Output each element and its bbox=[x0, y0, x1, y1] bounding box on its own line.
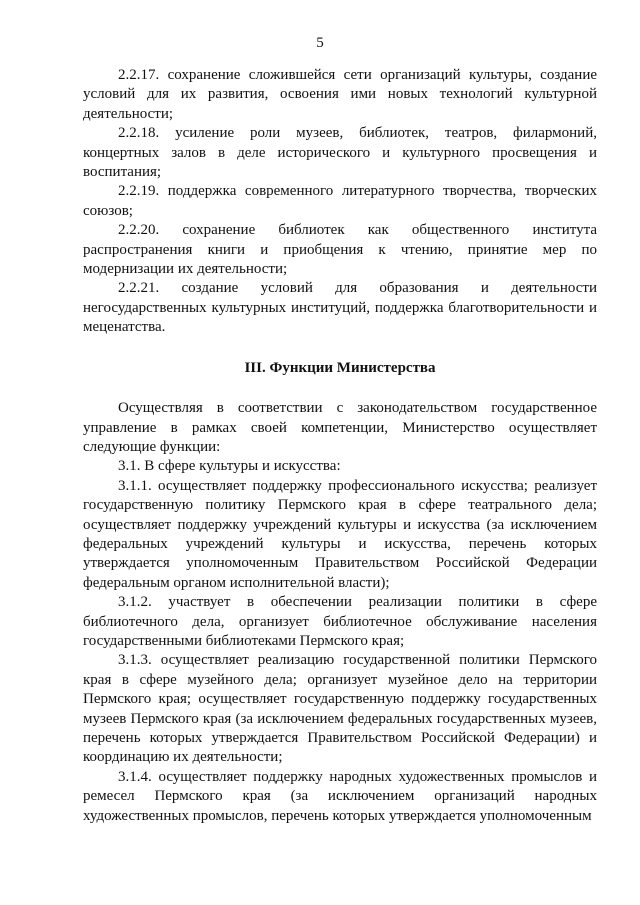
clause-2-2-21: 2.2.21. создание условий для образования и деятельности негосударственных культурных институций, поддержка благотворительности и меценатства. bbox=[83, 280, 597, 336]
clause-2-2-20: 2.2.20. сохранение библиотек как общественного института распространения книги и приобщения к чтению, принятие мер по модернизации их деятельности; bbox=[83, 222, 597, 278]
clause-3-1-4: 3.1.4. осуществляет поддержку народных художественных промыслов и ремесел Пермского края (за исключением организаций народных художественных промыслов, перечень которых утверждается уполномоченным bbox=[83, 768, 597, 824]
section-heading: III. Функции Министерства bbox=[244, 359, 436, 376]
page-number: 5 bbox=[316, 35, 324, 51]
clause-3-1-3: 3.1.3. осуществляет реализацию государственной политики Пермского края в сфере музейного дела; организует музейное дело на территории Пермского края; осуществляет государственную поддержку государственных музеев Пермского края (за исключением федеральных государственных музеев, перечень которых утверждается Правительством Российской Федерации) и координацию их деятельности; bbox=[83, 652, 597, 766]
clause-2-2-18: 2.2.18. усиление роли музеев, библиотек, театров, филармоний, концертных залов в деле исторического и культурного просвещения и воспитания; bbox=[83, 125, 597, 181]
clause-2-2-17: 2.2.17. сохранение сложившейся сети организаций культуры, создание условий для их развития, освоения ими новых технологий культурной деятельности; bbox=[83, 67, 597, 122]
clause-3-1-2: 3.1.2. участвует в обеспечении реализации политики в сфере библиотечного дела, организует библиотечное обслуживание населения государственными библиотеками Пермского края; bbox=[83, 594, 597, 649]
document-body bbox=[83, 66, 597, 826]
section-intro: Осуществляя в соответствии с законодательством государственное управление в рамках своей компетенции, Министерство осуществляет следующие функции: bbox=[83, 400, 597, 455]
clause-3-1: 3.1. В сфере культуры и искусства: bbox=[118, 458, 341, 475]
clause-2-2-19: 2.2.19. поддержка современного литературного творчества, творческих союзов; bbox=[83, 183, 597, 219]
clause-3-1-1: 3.1.1. осуществляет поддержку профессионального искусства; реализует государственную политику Пермского края в сфере театрального дела; осуществляет поддержку учреждений культуры и искусства (за исключением федеральных учреждений культуры и искусства, перечень которых утверждается уполномоченным Правительством Российской Федерации федеральным органом исполнительной власти); bbox=[83, 477, 597, 591]
